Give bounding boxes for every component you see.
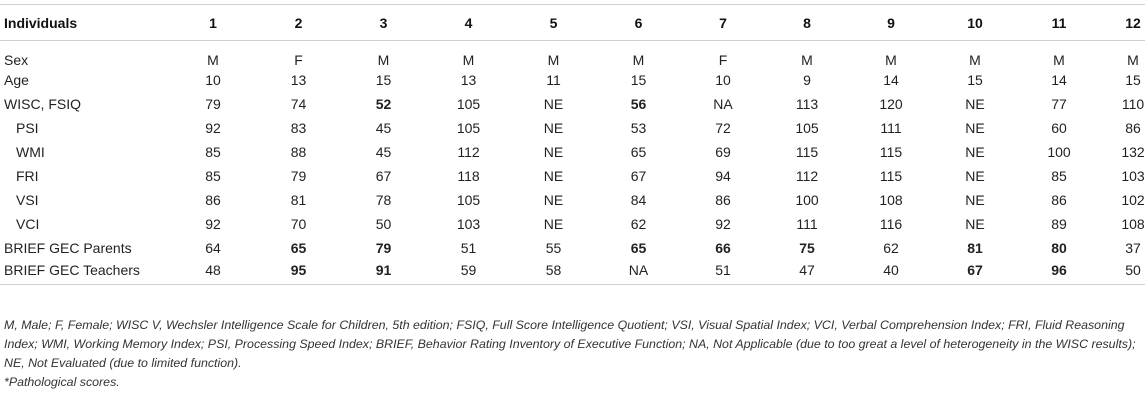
table-cell: 59 bbox=[426, 260, 511, 284]
table-cell: 88 bbox=[290, 144, 307, 160]
header-individual-12: 12 bbox=[1101, 5, 1145, 41]
table-cell: 56 bbox=[630, 96, 647, 112]
row-label: PSI bbox=[16, 120, 39, 136]
table-cell: 47 bbox=[765, 260, 849, 284]
table-cell: F bbox=[294, 52, 303, 68]
header-individual-5: 5 bbox=[511, 5, 596, 41]
table-cell: 111 bbox=[796, 216, 818, 232]
table-cell: 102 bbox=[1121, 192, 1145, 208]
header-row bbox=[0, 5, 1145, 41]
footnote-pathological: *Pathological scores. bbox=[4, 375, 120, 389]
table-cell: 92 bbox=[205, 120, 221, 136]
table-row bbox=[0, 260, 1145, 284]
table-cell: 10 bbox=[715, 72, 731, 88]
table-cell: NE bbox=[965, 144, 985, 160]
table-cell: 55 bbox=[545, 240, 562, 256]
table-cell: NE bbox=[543, 192, 564, 208]
table-cell: 105 bbox=[795, 120, 819, 136]
table-cell: 79 bbox=[205, 96, 221, 112]
table-cell: 110 bbox=[1121, 96, 1145, 112]
table-cell: 96 bbox=[1017, 260, 1101, 284]
table-row bbox=[0, 212, 1145, 236]
table-cell: 78 bbox=[375, 192, 392, 208]
table-cell: 105 bbox=[456, 120, 481, 136]
table-cell: 92 bbox=[715, 216, 731, 232]
table-cell: M bbox=[547, 52, 560, 68]
table-cell: 10 bbox=[205, 72, 221, 88]
table-cell: NE bbox=[965, 216, 985, 232]
table-cell: 111 bbox=[880, 120, 902, 136]
table-row bbox=[0, 236, 1145, 260]
table-cell: 105 bbox=[456, 96, 481, 112]
table-cell: 72 bbox=[715, 120, 731, 136]
table-cell: 103 bbox=[1121, 168, 1145, 184]
header-individual-9: 9 bbox=[849, 5, 933, 41]
table-cell: 37 bbox=[1125, 240, 1141, 256]
table-cell: 86 bbox=[715, 192, 731, 208]
table-cell: 79 bbox=[290, 168, 307, 184]
table-cell: 66 bbox=[715, 240, 731, 256]
table-row bbox=[0, 140, 1145, 164]
table-cell: 45 bbox=[375, 144, 392, 160]
table-cell: 65 bbox=[630, 144, 647, 160]
table-cell: 15 bbox=[967, 72, 983, 88]
table-cell: NE bbox=[965, 168, 985, 184]
table-cell: 65 bbox=[290, 240, 307, 256]
table-cell: 14 bbox=[883, 72, 899, 88]
header-individual-1: 1 bbox=[170, 5, 256, 41]
table-cell: 94 bbox=[715, 168, 731, 184]
table-cell: 9 bbox=[803, 72, 811, 88]
table-cell: NE bbox=[543, 144, 564, 160]
table-cell: 14 bbox=[1051, 72, 1067, 88]
table-cell: M bbox=[377, 52, 390, 68]
header-individual-2: 2 bbox=[256, 5, 341, 41]
table-cell: 74 bbox=[290, 96, 307, 112]
table-cell: 100 bbox=[795, 192, 819, 208]
table-cell: 79 bbox=[375, 240, 392, 256]
table-cell: 81 bbox=[290, 192, 307, 208]
table-cell: NE bbox=[543, 120, 564, 136]
table-cell: 51 bbox=[460, 240, 477, 256]
table-cell: NE bbox=[965, 96, 985, 112]
table-cell: 116 bbox=[879, 216, 903, 232]
table-cell: M bbox=[207, 52, 219, 68]
table-cell: NE bbox=[543, 96, 564, 112]
table-cell: M bbox=[462, 52, 475, 68]
table-cell: 13 bbox=[290, 72, 307, 88]
table-cell: 15 bbox=[630, 72, 647, 88]
table-cell: 67 bbox=[375, 168, 392, 184]
footnote-abbreviations: M, Male; F, Female; WISC V, Wechsler Intelligence Scale for Children, 5th edition; FSIQ, Full Score Intelligence Quotient; VSI, Visual Spatial Index; VCI, Verbal Comprehension Index; FRI, Fluid Reasoning Index; WMI, Working Memory Index; PSI, Processing Speed Index; BRIEF, Behavior Rating Inventory of Executive Function; NA, Not Applicable (due to too great a level of heterogeneity in the WISC results); NE, Not Evaluated (due to limited function). bbox=[4, 318, 1136, 370]
table-cell: 48 bbox=[170, 260, 256, 284]
table-cell: 115 bbox=[879, 144, 903, 160]
table-row bbox=[0, 68, 1145, 92]
table-cell: 115 bbox=[879, 168, 903, 184]
table-cell: 91 bbox=[341, 260, 426, 284]
header-individual-7: 7 bbox=[681, 5, 765, 41]
table-cell: 80 bbox=[1051, 240, 1067, 256]
table-cell: NA bbox=[713, 96, 733, 112]
table-cell: 132 bbox=[1121, 144, 1145, 160]
row-label: Sex bbox=[4, 52, 29, 68]
table-cell: NA bbox=[596, 260, 681, 284]
table-cell: 67 bbox=[630, 168, 647, 184]
table-cell: 86 bbox=[205, 192, 221, 208]
table-cell: M bbox=[1053, 52, 1065, 68]
table-cell: 89 bbox=[1051, 216, 1067, 232]
row-label: BRIEF GEC Parents bbox=[4, 240, 132, 256]
table-row bbox=[0, 164, 1145, 188]
row-label: WISC, FSIQ bbox=[4, 96, 81, 112]
table-cell: 58 bbox=[511, 260, 596, 284]
table-cell: 85 bbox=[205, 144, 221, 160]
table-cell: 65 bbox=[630, 240, 647, 256]
table-cell: 62 bbox=[630, 216, 647, 232]
table-cell: M bbox=[801, 52, 813, 68]
table-cell: M bbox=[885, 52, 897, 68]
row-label: BRIEF GEC Teachers bbox=[0, 260, 170, 284]
table-cell: 15 bbox=[375, 72, 392, 88]
row-label: FRI bbox=[16, 168, 39, 184]
table-cell: 81 bbox=[967, 240, 983, 256]
table-cell: 64 bbox=[205, 240, 221, 256]
table-cell: 67 bbox=[933, 260, 1017, 284]
table-cell: 113 bbox=[795, 96, 819, 112]
header-individual-11: 11 bbox=[1017, 5, 1101, 41]
table-cell: 70 bbox=[290, 216, 307, 232]
table-cell: 86 bbox=[1051, 192, 1067, 208]
table-cell: 15 bbox=[1125, 72, 1141, 88]
table-cell: 83 bbox=[290, 120, 307, 136]
header-individuals: Individuals bbox=[0, 5, 170, 41]
header-individual-6: 6 bbox=[596, 5, 681, 41]
table-cell: M bbox=[1127, 52, 1139, 68]
table-cell: 84 bbox=[630, 192, 647, 208]
row-label: VCI bbox=[16, 216, 40, 232]
table-cell: 50 bbox=[1101, 260, 1145, 284]
table-cell: 100 bbox=[1047, 144, 1071, 160]
table-cell: M bbox=[632, 52, 645, 68]
table-cell: 13 bbox=[460, 72, 477, 88]
table-cell: NE bbox=[965, 120, 985, 136]
header-individual-8: 8 bbox=[765, 5, 849, 41]
table-cell: M bbox=[969, 52, 981, 68]
table-cell: 95 bbox=[256, 260, 341, 284]
row-label: Age bbox=[4, 72, 29, 88]
table-row bbox=[0, 188, 1145, 212]
table-cell: NE bbox=[965, 192, 985, 208]
table-cell: 108 bbox=[879, 192, 903, 208]
row-label: VSI bbox=[16, 192, 39, 208]
table-cell: NE bbox=[543, 216, 564, 232]
table-cell: 62 bbox=[883, 240, 899, 256]
table-cell: 112 bbox=[795, 168, 819, 184]
table-cell: 105 bbox=[456, 192, 481, 208]
table-row bbox=[0, 92, 1145, 116]
table-cell: 52 bbox=[375, 96, 392, 112]
row-label: WMI bbox=[16, 144, 45, 160]
header-individual-4: 4 bbox=[426, 5, 511, 41]
table-cell: 51 bbox=[681, 260, 765, 284]
table-body bbox=[0, 41, 1145, 285]
table-row bbox=[0, 41, 1145, 69]
table-cell: 85 bbox=[205, 168, 221, 184]
table-cell: 118 bbox=[457, 168, 480, 184]
table-cell: 53 bbox=[630, 120, 647, 136]
table-cell: 75 bbox=[799, 240, 815, 256]
table-cell: 40 bbox=[849, 260, 933, 284]
table-cell: NE bbox=[543, 168, 564, 184]
table-cell: 69 bbox=[715, 144, 731, 160]
table-cell: 92 bbox=[205, 216, 221, 232]
table-footnotes bbox=[4, 316, 1142, 392]
table-cell: F bbox=[718, 52, 728, 68]
table-cell: 115 bbox=[795, 144, 819, 160]
table-row bbox=[0, 116, 1145, 140]
table-cell: 120 bbox=[879, 96, 903, 112]
header-individual-10: 10 bbox=[933, 5, 1017, 41]
table-cell: 108 bbox=[1121, 216, 1145, 232]
table-cell: 50 bbox=[375, 216, 392, 232]
table-cell: 45 bbox=[375, 120, 392, 136]
table-cell: 112 bbox=[457, 144, 480, 160]
table-cell: 103 bbox=[456, 216, 481, 232]
table-cell: 77 bbox=[1051, 96, 1067, 112]
table-cell: 11 bbox=[546, 72, 561, 88]
table-cell: 85 bbox=[1051, 168, 1067, 184]
scores-table bbox=[0, 4, 1145, 285]
table-cell: 60 bbox=[1051, 120, 1067, 136]
header-individual-3: 3 bbox=[341, 5, 426, 41]
table-cell: 86 bbox=[1125, 120, 1141, 136]
